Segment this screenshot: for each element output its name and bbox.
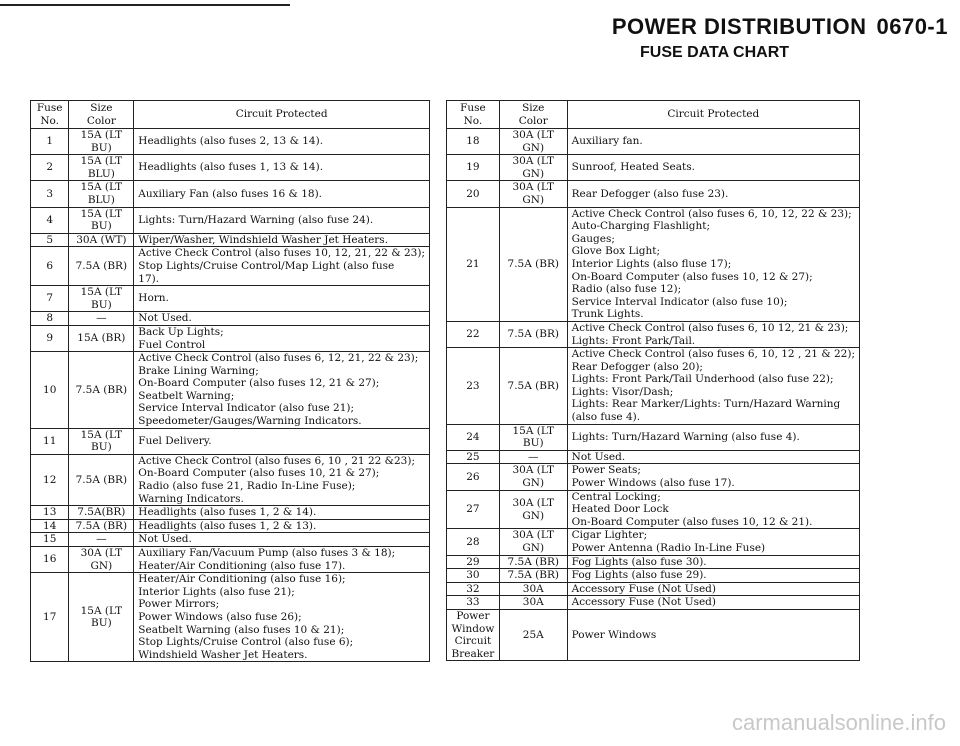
circuit-protected: [134, 428, 430, 454]
fuse-number: 25: [447, 450, 500, 464]
fuse-column-header: Fuse No.: [31, 101, 69, 129]
fuse-number: 16: [31, 547, 69, 573]
table-row: [447, 321, 860, 347]
circuit-line: Active Check Control (also fuses 6, 12, 21, 22 & 23);: [138, 352, 419, 365]
fuse-size-color: 15A (LT BU): [499, 424, 567, 450]
fuse-number: 3: [31, 181, 69, 207]
fuse-number: 33: [447, 596, 500, 610]
circuit-protected: [567, 424, 859, 450]
circuit-protected: [134, 247, 430, 286]
fuse-number: 23: [447, 348, 500, 425]
fuse-number: 26: [447, 464, 500, 490]
fuse-size-color: 30A: [499, 582, 567, 596]
chart-subtitle: FUSE DATA CHART: [640, 44, 790, 61]
fuse-size-color: 15A (LT BLU): [69, 155, 134, 181]
table-row: [31, 325, 430, 351]
page-title: [602, 14, 948, 40]
circuit-protected: [134, 506, 430, 520]
fuse-number: 11: [31, 428, 69, 454]
watermark: carmanualsonline.info: [731, 710, 946, 735]
table-row: [31, 207, 430, 233]
fuse-number: 32: [447, 582, 500, 596]
fuse-number: 2: [31, 155, 69, 181]
circuit-protected: [134, 325, 430, 351]
circuit-line: Rear Defogger (also 20);: [571, 360, 703, 373]
circuit-line: Auxiliary fan.: [571, 135, 643, 148]
size-column-header: Size Color: [69, 101, 134, 129]
circuit-line: Glove Box Light;: [571, 245, 661, 258]
fuse-number: Power Window Circuit Breaker: [447, 609, 500, 660]
table-row: [447, 464, 860, 490]
circuit-line: Stop Lights/Cruise Control/Map Light (also fuse: [138, 259, 395, 272]
table-row: [31, 454, 430, 505]
fuse-size-color: 30A: [499, 596, 567, 610]
fuse-size-color: 15A (LT BU): [69, 428, 134, 454]
fuse-size-color: —: [499, 450, 567, 464]
circuit-line: Power Antenna (Radio In-Line Fuse): [571, 542, 766, 554]
fuse-size-color: 7.5A (BR): [69, 519, 134, 533]
circuit-line: Heated Door Lock: [571, 503, 669, 516]
table-header-row: [447, 101, 860, 129]
circuit-protected: [567, 555, 859, 569]
fuse-number: 8: [31, 312, 69, 326]
table-row: [447, 529, 860, 555]
circuit-protected: [567, 582, 859, 596]
fuse-number: 20: [447, 181, 500, 207]
fuse-number: 1: [31, 129, 69, 155]
table-row: [31, 519, 430, 533]
fuse-number: 30: [447, 569, 500, 583]
circuit-line: Cigar Lighter;: [571, 529, 648, 542]
circuit-line: On-Board Computer (also fuses 10, 12 & 27);: [571, 270, 813, 283]
table-row: [447, 596, 860, 610]
circuit-line: Heater/Air Conditioning (also fuse 17).: [138, 559, 346, 572]
circuit-column-header: Circuit Protected: [567, 101, 859, 129]
circuit-line: Radio (also fuse 12);: [571, 283, 682, 296]
section-code: 0670-1: [876, 14, 948, 39]
fuse-number: 14: [31, 519, 69, 533]
table-row: [447, 609, 860, 660]
circuit-protected: [134, 312, 430, 326]
section-title: POWER DISTRIBUTION: [611, 14, 867, 39]
circuit-protected: [134, 454, 430, 505]
top-rule: [0, 4, 290, 6]
circuit-line: Fog Lights (also fuse 30).: [571, 555, 707, 568]
fuse-size-color: 25A: [499, 609, 567, 660]
circuit-line: Accessory Fuse (Not Used): [571, 596, 716, 609]
table-row: [447, 207, 860, 321]
table-row: [31, 547, 430, 573]
fuse-table-right: [446, 100, 860, 661]
circuit-protected: [134, 129, 430, 155]
fuse-number: 22: [447, 321, 500, 347]
table-row: [447, 155, 860, 181]
circuit-line: Active Check Control (also fuses 6, 10, 12, 22 & 23);: [571, 207, 852, 220]
fuse-size-color: 15A (LT BU): [69, 286, 134, 312]
fuse-number: 18: [447, 129, 500, 155]
circuit-protected: [567, 569, 859, 583]
table-row: [31, 129, 430, 155]
circuit-line: Headlights (also fuses 1, 13 & 14).: [138, 161, 324, 174]
table-row: [447, 348, 860, 425]
fuse-number: 4: [31, 207, 69, 233]
fuse-size-color: 30A (LT GN): [499, 490, 567, 529]
table-row: [447, 569, 860, 583]
fuse-size-color: 30A (LT GN): [499, 129, 567, 155]
fuse-size-color: 30A (LT GN): [499, 529, 567, 555]
circuit-line: Fog Lights (also fuse 29).: [571, 569, 707, 582]
fuse-number: 21: [447, 207, 500, 321]
fuse-number: 29: [447, 555, 500, 569]
fuse-size-color: 30A (LT GN): [499, 155, 567, 181]
table-row: [447, 424, 860, 450]
circuit-line: Rear Defogger (also fuse 23).: [571, 187, 729, 200]
circuit-line: Lights: Visor/Dash;: [571, 385, 674, 398]
circuit-line: Fuel Delivery.: [138, 434, 212, 447]
fuse-size-color: —: [69, 312, 134, 326]
circuit-line: Power Windows: [571, 628, 657, 641]
table-row: [31, 428, 430, 454]
circuit-line: Auxiliary Fan (also fuses 16 & 18).: [138, 187, 323, 200]
circuit-protected: [567, 155, 859, 181]
circuit-protected: [134, 233, 430, 247]
fuse-size-color: 7.5A (BR): [499, 569, 567, 583]
circuit-line: Active Check Control (also fuses 10, 12, 21, 22 & 23);: [138, 247, 425, 260]
circuit-line: Active Check Control (also fuses 6, 10 12, 21 & 23);: [571, 321, 849, 334]
circuit-line: Windshield Washer Jet Heaters.: [138, 648, 308, 661]
circuit-line: 17).: [138, 272, 160, 285]
circuit-line: Heater/Air Conditioning (also fuse 16);: [138, 573, 346, 586]
table-row: [31, 155, 430, 181]
table-row: [31, 312, 430, 326]
circuit-protected: [567, 609, 859, 660]
circuit-line: On-Board Computer (also fuses 12, 21 & 27);: [138, 377, 380, 390]
circuit-protected: [567, 207, 859, 321]
circuit-protected: [134, 519, 430, 533]
table-row: [447, 181, 860, 207]
circuit-line: Service Interval Indicator (also fuse 21);: [138, 402, 355, 415]
circuit-protected: [567, 490, 859, 529]
circuit-line: Seatbelt Warning (also fuses 10 & 21);: [138, 623, 345, 636]
circuit-column-header: Circuit Protected: [134, 101, 430, 129]
table-row: [31, 247, 430, 286]
fuse-number: 28: [447, 529, 500, 555]
fuse-size-color: 7.5A (BR): [499, 348, 567, 425]
fuse-size-color: 7.5A(BR): [69, 506, 134, 520]
table-row: [447, 555, 860, 569]
circuit-line: Central Locking;: [571, 490, 661, 503]
circuit-protected: [134, 573, 430, 662]
fuse-number: 27: [447, 490, 500, 529]
circuit-line: Interior Lights (also fuse 21);: [138, 585, 295, 598]
circuit-line: Back Up Lights;: [138, 325, 224, 338]
fuse-number: 13: [31, 506, 69, 520]
circuit-line: Sunroof, Heated Seats.: [571, 161, 695, 174]
table-row: [31, 286, 430, 312]
circuit-protected: [134, 286, 430, 312]
table-row: [447, 490, 860, 529]
circuit-protected: [134, 155, 430, 181]
fuse-number: 9: [31, 325, 69, 351]
circuit-protected: [134, 207, 430, 233]
fuse-number: 15: [31, 533, 69, 547]
fuse-size-color: 7.5A (BR): [69, 247, 134, 286]
circuit-protected: [567, 348, 859, 425]
fuse-size-color: 15A (LT BU): [69, 207, 134, 233]
circuit-line: Auto-Charging Flashlight;: [571, 220, 711, 233]
fuse-number: 19: [447, 155, 500, 181]
fuse-size-color: 7.5A (BR): [499, 207, 567, 321]
circuit-protected: [134, 533, 430, 547]
circuit-line: Lights: Front Park/Tail Underhood (also fuse 22);: [571, 373, 834, 386]
circuit-protected: [567, 464, 859, 490]
fuse-table-left: [30, 100, 430, 662]
fuse-number: 24: [447, 424, 500, 450]
circuit-line: Gauges;: [571, 232, 615, 245]
table-row: [31, 573, 430, 662]
table-row: [31, 506, 430, 520]
fuse-number: 12: [31, 454, 69, 505]
circuit-line: Brake Lining Warning;: [138, 364, 259, 377]
fuse-size-color: 7.5A (BR): [499, 321, 567, 347]
circuit-line: Active Check Control (also fuses 6, 10 , 21 22 &23);: [138, 454, 415, 467]
circuit-line: Fuel Control: [138, 338, 206, 351]
table-row: [31, 233, 430, 247]
fuse-size-color: 15A (BR): [69, 325, 134, 351]
fuse-number: 17: [31, 573, 69, 662]
fuse-size-color: —: [69, 533, 134, 547]
circuit-line: Power Windows (also fuse 26);: [138, 610, 302, 623]
fuse-size-color: 30A (WT): [69, 233, 134, 247]
circuit-line: Power Seats;: [571, 464, 641, 477]
circuit-line: Lights: Rear Marker/Lights: Turn/Hazard Warning: [571, 398, 841, 411]
circuit-line: Service Interval Indicator (also fuse 10);: [571, 295, 788, 308]
circuit-line: Headlights (also fuses 2, 13 & 14).: [138, 135, 324, 148]
circuit-line: Auxiliary Fan/Vacuum Pump (also fuses 3 & 18);: [138, 547, 396, 559]
circuit-line: Radio (also fuse 21, Radio In-Line Fuse);: [138, 480, 356, 493]
circuit-line: Accessory Fuse (Not Used): [571, 582, 716, 595]
table-row: [447, 450, 860, 464]
fuse-size-color: 7.5A (BR): [69, 352, 134, 429]
circuit-protected: [567, 181, 859, 207]
circuit-protected: [134, 547, 430, 573]
table-row: [31, 352, 430, 429]
circuit-line: Lights: Turn/Hazard Warning (also fuse 24).: [138, 213, 374, 226]
fuse-number: 10: [31, 352, 69, 429]
table-row: [31, 181, 430, 207]
fuse-number: 7: [31, 286, 69, 312]
circuit-protected: [134, 181, 430, 207]
circuit-line: (also fuse 4).: [571, 411, 641, 424]
circuit-line: Interior Lights (also fluse 17);: [571, 257, 732, 270]
circuit-line: Seatbelt Warning;: [138, 389, 235, 402]
circuit-line: Power Mirrors;: [138, 598, 220, 611]
fuse-size-color: 30A (LT GN): [499, 464, 567, 490]
fuse-size-color: 7.5A (BR): [69, 454, 134, 505]
circuit-protected: [134, 352, 430, 429]
fuse-size-color: 30A (LT GN): [499, 181, 567, 207]
table-row: [447, 582, 860, 596]
size-column-header: Size Color: [499, 101, 567, 129]
fuse-column-header: Fuse No.: [447, 101, 500, 129]
circuit-line: Active Check Control (also fuses 6, 10, 12 , 21 & 22);: [571, 348, 855, 361]
circuit-line: Horn.: [138, 292, 169, 305]
fuse-size-color: 30A (LT GN): [69, 547, 134, 573]
circuit-line: Stop Lights/Cruise Control (also fuse 6);: [138, 636, 354, 649]
fuse-size-color: 15A (LT BU): [69, 129, 134, 155]
circuit-line: Lights: Front Park/Tail.: [571, 334, 696, 347]
fuse-size-color: 15A (LT BU): [69, 573, 134, 662]
circuit-protected: [567, 129, 859, 155]
circuit-line: Warning Indicators.: [138, 492, 244, 505]
circuit-line: Speedometer/Gauges/Warning Indicators.: [138, 415, 362, 428]
circuit-line: Not Used.: [138, 533, 192, 546]
circuit-protected: [567, 529, 859, 555]
circuit-line: Wiper/Washer, Windshield Washer Jet Heaters.: [138, 233, 389, 246]
circuit-protected: [567, 450, 859, 464]
circuit-line: Not Used.: [138, 312, 192, 325]
table-row: [31, 533, 430, 547]
circuit-protected: [567, 321, 859, 347]
circuit-line: Headlights (also fuses 1, 2 & 13).: [138, 519, 317, 532]
circuit-line: On-Board Computer (also fuses 10, 21 & 27);: [138, 467, 380, 480]
circuit-line: Power Windows (also fuse 17).: [571, 477, 735, 490]
circuit-line: Lights: Turn/Hazard Warning (also fuse 4).: [571, 430, 800, 443]
circuit-line: Not Used.: [571, 450, 626, 463]
table-header-row: [31, 101, 430, 129]
circuit-protected: [567, 596, 859, 610]
fuse-size-color: 7.5A (BR): [499, 555, 567, 569]
fuse-number: 5: [31, 233, 69, 247]
circuit-line: Headlights (also fuses 1, 2 & 14).: [138, 506, 317, 519]
fuse-number: 6: [31, 247, 69, 286]
circuit-line: On-Board Computer (also fuses 10, 12 & 21).: [571, 515, 813, 528]
table-row: [447, 129, 860, 155]
circuit-line: Trunk Lights.: [571, 308, 644, 321]
fuse-size-color: 15A (LT BLU): [69, 181, 134, 207]
